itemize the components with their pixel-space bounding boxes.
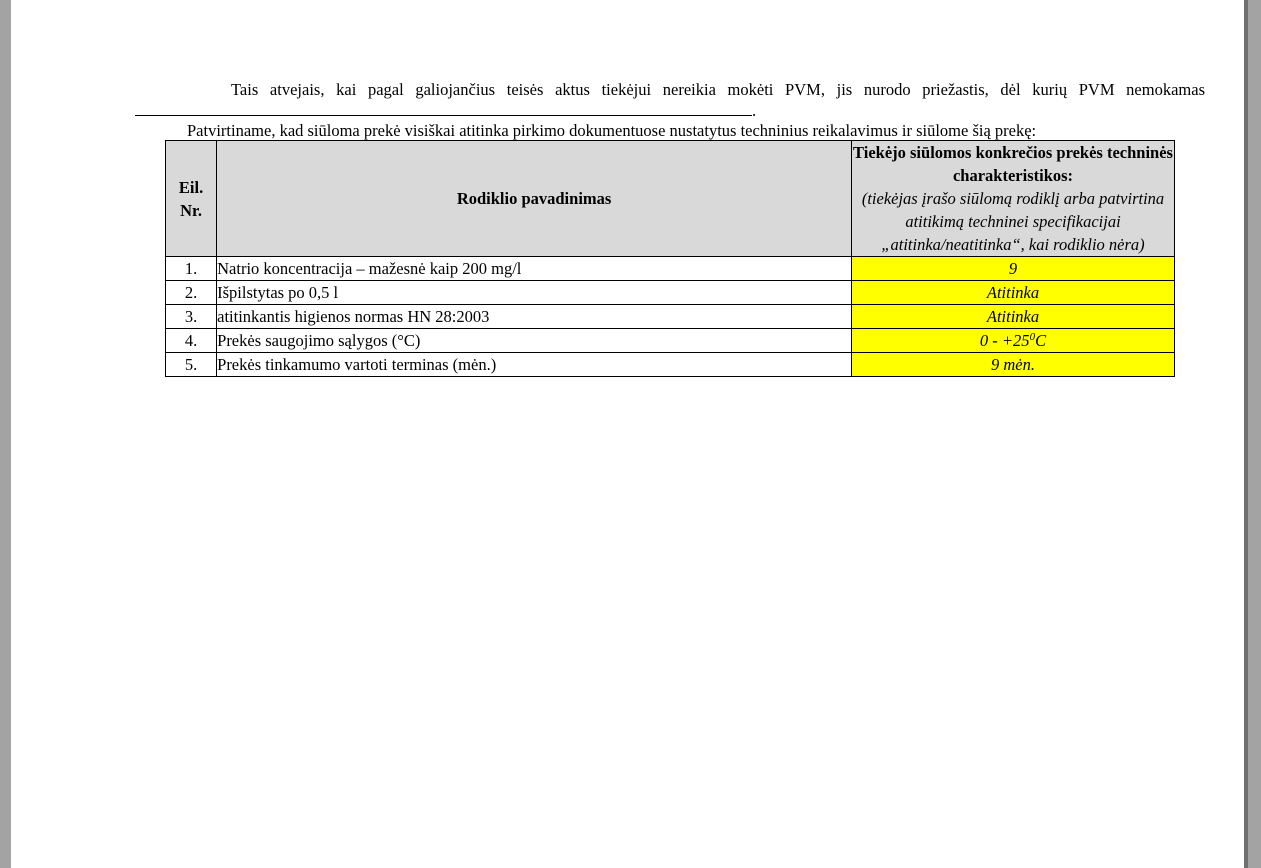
row-name: Prekės saugojimo sąlygos (°C) [217, 329, 852, 353]
header-name: Rodiklio pavadinimas [217, 141, 852, 257]
row-value: Atitinka [852, 281, 1175, 305]
header-value-title: Tiekėjo siūlomos konkrečios prekės techninės charakteristikos: [853, 143, 1173, 185]
vat-paragraph-end: . [752, 101, 757, 120]
header-value [852, 141, 1175, 257]
row-value: 9 [852, 257, 1175, 281]
row-name: Išpilstytas po 0,5 l [217, 281, 852, 305]
technical-spec-table [165, 140, 1175, 377]
row-nr: 1. [166, 257, 217, 281]
table-row [166, 353, 1175, 377]
table-header-row [166, 141, 1175, 257]
row-name: Prekės tinkamumo vartoti terminas (mėn.) [217, 353, 852, 377]
table-row [166, 257, 1175, 281]
page-edge-shadow [1244, 0, 1248, 868]
row-name: atitinkantis higienos normas HN 28:2003 [217, 305, 852, 329]
row-nr: 4. [166, 329, 217, 353]
document-page [11, 0, 1244, 868]
vat-exemption-paragraph [135, 79, 1205, 121]
confirmation-paragraph: Patvirtiname, kad siūloma prekė visiškai atitinka pirkimo dokumentuose nustatytus techninius reikalavimus ir siūlome šią prekę: [187, 121, 1037, 140]
vat-reason-blank-line [135, 101, 752, 116]
row-value: 9 mėn. [852, 353, 1175, 377]
row-value: $0 - +25^0C$ [852, 329, 1175, 353]
row-name: Natrio koncentracija – mažesnė kaip 200 mg/l [217, 257, 852, 281]
table-row [166, 281, 1175, 305]
row-value: Atitinka [852, 305, 1175, 329]
row-nr: 5. [166, 353, 217, 377]
row-nr: 2. [166, 281, 217, 305]
row-nr: 3. [166, 305, 217, 329]
header-nr: Eil. Nr. [166, 141, 217, 257]
vat-exemption-text: Tais atvejais, kai pagal galiojančius teisės aktus tiekėjui nereikia mokėti PVM, jis nurodo priežastis, dėl kurių PVM nemokamas [231, 80, 1205, 99]
table-row [166, 329, 1175, 353]
header-value-subtitle: (tiekėjas įrašo siūlomą rodiklį arba patvirtina atitikimą techninei specifikacijai „atitinka/neatitinka“, kai rodiklio nėra) [861, 189, 1165, 254]
table-row [166, 305, 1175, 329]
